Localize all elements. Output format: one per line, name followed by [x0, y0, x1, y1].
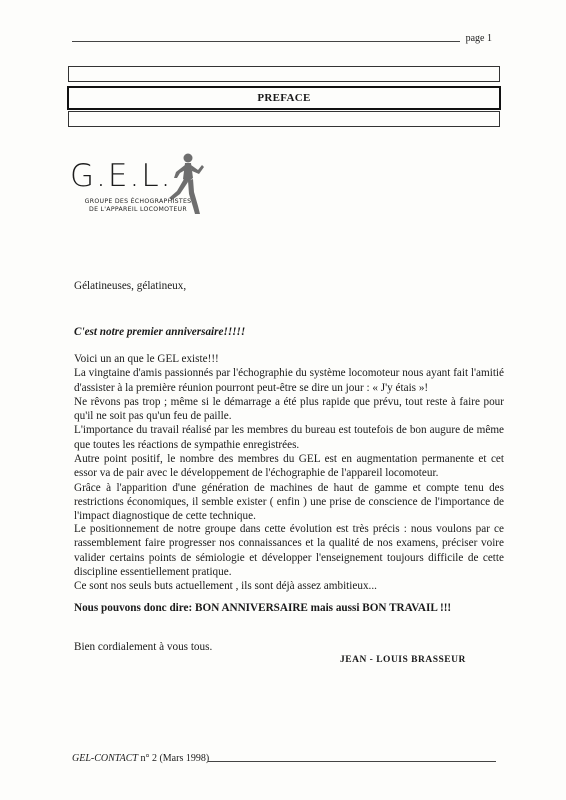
page-title: PREFACE [257, 92, 311, 104]
paragraph-1-line: Grâce à l'apparition d'une génération de machines de haut de gamme et compte tenu des restrictions économiques, il semble exister ( enfin ) une prise de conscience de l'importance de l'impact diagnostique de cette technique. [74, 481, 504, 523]
logo-subtitle-line2: DE L'APPAREIL LOCOMOTEUR [89, 206, 187, 213]
logo-letters: G.E.L. [70, 158, 173, 194]
title-box [67, 86, 501, 110]
page-number: page 1 [465, 33, 492, 44]
signature: JEAN - LOUIS BRASSEUR [340, 655, 466, 665]
regards: Bien cordialement à vous tous. [74, 641, 213, 653]
paragraph-2-line: Ce sont nos seuls buts actuellement , ils sont déjà assez ambitieux... [74, 580, 377, 593]
closing-statement: Nous pouvons donc dire: BON ANNIVERSAIRE mais aussi BON TRAVAIL !!! [74, 602, 452, 614]
header-rule [72, 41, 460, 42]
paragraph-2 [74, 522, 504, 593]
paragraph-1-line: Ne rêvons pas trop ; même si le démarrage a été plus rapide que prévu, tout reste à faire pour qu'il ne soit pas qu'un feu de paille. [74, 395, 504, 423]
salutation: Gélatineuses, gélatineux, [74, 280, 187, 292]
title-frame-top [68, 66, 500, 82]
logo-subtitle-line1: GROUPE DES ÉCHOGRAPHISTES [84, 198, 192, 205]
paragraph-1-line: Autre point positif, le nombre des membres du GEL est en augmentation permanente et cet essor va de pair avec le développement de l'échographie de l'appareil locomoteur. [74, 453, 504, 480]
footer-issue: n° 2 (Mars 1998) [140, 753, 210, 764]
paragraph-1-line: L'importance du travail réalisé par les membres du bureau est toutefois de bon augure de même que toutes les réactions de sympathie enregistrées. [74, 424, 504, 451]
paragraph-1 [74, 352, 504, 524]
logo-subtitle [78, 198, 198, 214]
paragraph-2-line: Le positionnement de notre groupe dans cette évolution est très précis : nous voulons par ce rassemblement faire progresser nos connaissances et la qualité de nos examens, préciser voire valider certains points de sémiologie et développer l'enseignement toujours difficile de cette discipline essentiellement pratique. [74, 523, 504, 578]
anniversary-headline: C'est notre premier anniversaire!!!!! [74, 326, 246, 338]
gel-logo [70, 152, 210, 232]
footer-citation [72, 753, 209, 764]
page-footer [72, 750, 496, 764]
paragraph-1-line: La vingtaine d'amis passionnés par l'échographie du système locomoteur nous ayant fait l'amitié d'assister à la première réunion pourront peut-être se dire un jour : « J'y étais »! [74, 367, 504, 394]
page-header [72, 30, 492, 44]
footer-rule [208, 761, 496, 762]
paragraph-1-line: Voici un an que le GEL existe!!! [74, 353, 219, 365]
footer-publication: GEL-CONTACT [72, 753, 138, 764]
title-frame-bottom [68, 111, 500, 127]
